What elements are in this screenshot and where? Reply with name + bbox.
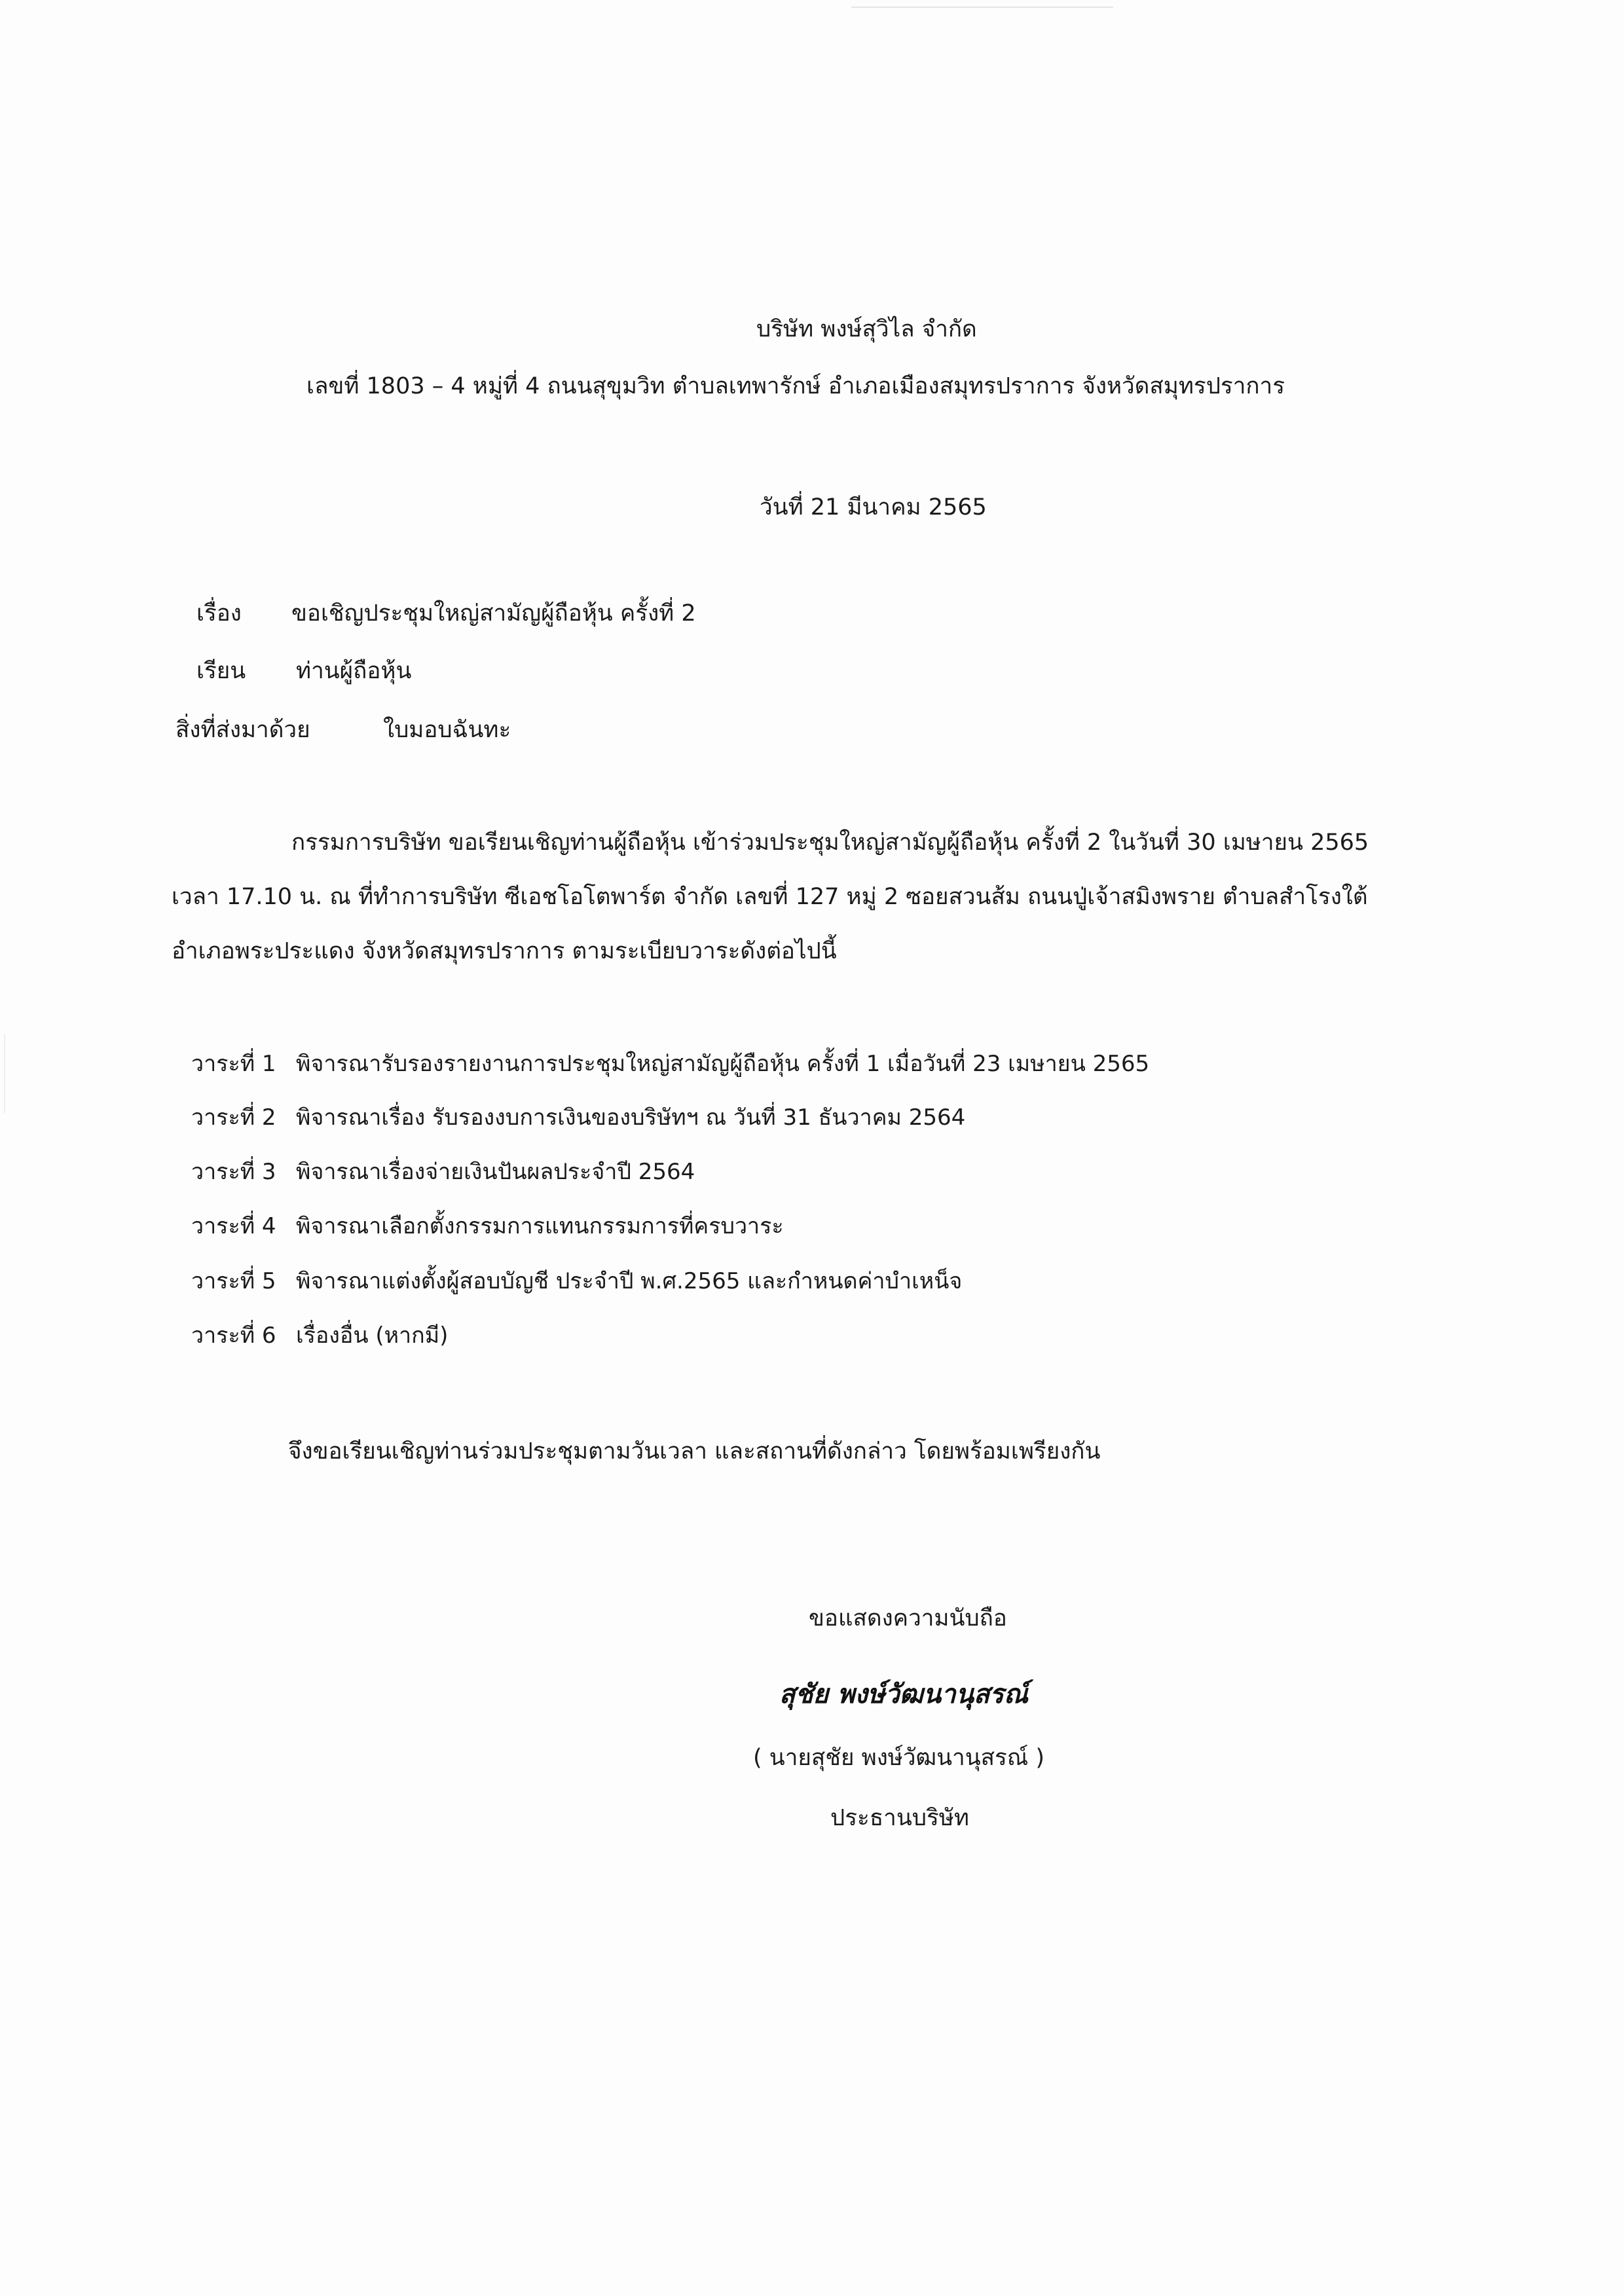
subject-label: เรื่อง bbox=[196, 600, 242, 627]
company-name: บริษัท พงษ์สุวิไล จำกัด bbox=[756, 316, 977, 342]
agenda-number: วาระที่ 3 bbox=[191, 1159, 276, 1185]
enclosure-label: สิ่งที่ส่งมาด้วย bbox=[175, 717, 310, 743]
closing-regards: ขอแสดงความนับถือ bbox=[809, 1605, 1007, 1631]
agenda-item bbox=[191, 1210, 784, 1243]
agenda-number: วาระที่ 1 bbox=[191, 1051, 276, 1077]
enclosure-value: ใบมอบฉันทะ bbox=[383, 717, 511, 743]
body-paragraph-line: อำเภอพระประแดง จังหวัดสมุทรปราการ ตามระเบียบวาระดังต่อไปนี้ bbox=[172, 938, 837, 964]
agenda-number: วาระที่ 5 bbox=[191, 1268, 276, 1294]
recipient-value: ท่านผู้ถือหุ้น bbox=[296, 658, 412, 684]
agenda-text: พิจารณาแต่งตั้งผู้สอบบัญชี ประจำปี พ.ศ.2565 และกำหนดค่าบำเหน็จ bbox=[296, 1268, 963, 1294]
agenda-text: พิจารณาเรื่อง รับรองงบการเงินของบริษัทฯ ณ วันที่ 31 ธันวาคม 2564 bbox=[296, 1104, 966, 1131]
closing-invitation: จึงขอเรียนเชิญท่านร่วมประชุมตามวันเวลา และสถานที่ดังกล่าว โดยพร้อมเพรียงกัน bbox=[288, 1438, 1101, 1465]
letter-date: วันที่ 21 มีนาคม 2565 bbox=[760, 494, 987, 520]
scan-artifact bbox=[4, 1034, 5, 1113]
agenda-number: วาระที่ 4 bbox=[191, 1213, 276, 1239]
recipient-label: เรียน bbox=[196, 658, 246, 684]
agenda-text: พิจารณารับรองรายงานการประชุมใหญ่สามัญผู้ถือหุ้น ครั้งที่ 1 เมื่อวันที่ 23 เมษายน 2565 bbox=[296, 1051, 1150, 1077]
agenda-text: พิจารณาเรื่องจ่ายเงินปันผลประจำปี 2564 bbox=[296, 1159, 695, 1185]
agenda-text: พิจารณาเลือกตั้งกรรมการแทนกรรมการที่ครบวาระ bbox=[296, 1213, 784, 1239]
agenda-item bbox=[191, 1048, 1149, 1080]
agenda-item bbox=[191, 1319, 448, 1352]
subject-value: ขอเชิญประชุมใหญ่สามัญผู้ถือหุ้น ครั้งที่ 2 bbox=[291, 600, 696, 627]
agenda-text: เรื่องอื่น (หากมี) bbox=[296, 1322, 449, 1349]
body-paragraph-line: กรรมการบริษัท ขอเรียนเชิญท่านผู้ถือหุ้น เข้าร่วมประชุมใหญ่สามัญผู้ถือหุ้น ครั้งที่ 2 ในวันที่ 30 เมษายน 2565 bbox=[291, 829, 1369, 856]
signature: สุชัย พงษ์วัฒนานุสรณ์ bbox=[779, 1679, 1028, 1709]
agenda-item bbox=[191, 1156, 695, 1188]
signer-title: ประธานบริษัท bbox=[830, 1805, 969, 1831]
agenda-number: วาระที่ 6 bbox=[191, 1322, 276, 1349]
agenda-item bbox=[191, 1265, 962, 1298]
company-address: เลขที่ 1803 – 4 หมู่ที่ 4 ถนนสุขุมวิท ตำบลเทพารักษ์ อำเภอเมืองสมุทรปราการ จังหวัดสมุทรปราการ bbox=[306, 373, 1285, 399]
scan-artifact bbox=[851, 7, 1113, 8]
agenda-item bbox=[191, 1101, 965, 1134]
body-paragraph-line: เวลา 17.10 น. ณ ที่ทำการบริษัท ซีเอชโอโตพาร์ต จำกัด เลขที่ 127 หมู่ 2 ซอยสวนส้ม ถนนปู่เจ้าสมิงพราย ตำบลสำโรงใต้ bbox=[172, 884, 1368, 910]
agenda-number: วาระที่ 2 bbox=[191, 1104, 276, 1131]
signer-name: ( นายสุชัย พงษ์วัฒนานุสรณ์ ) bbox=[753, 1745, 1045, 1771]
